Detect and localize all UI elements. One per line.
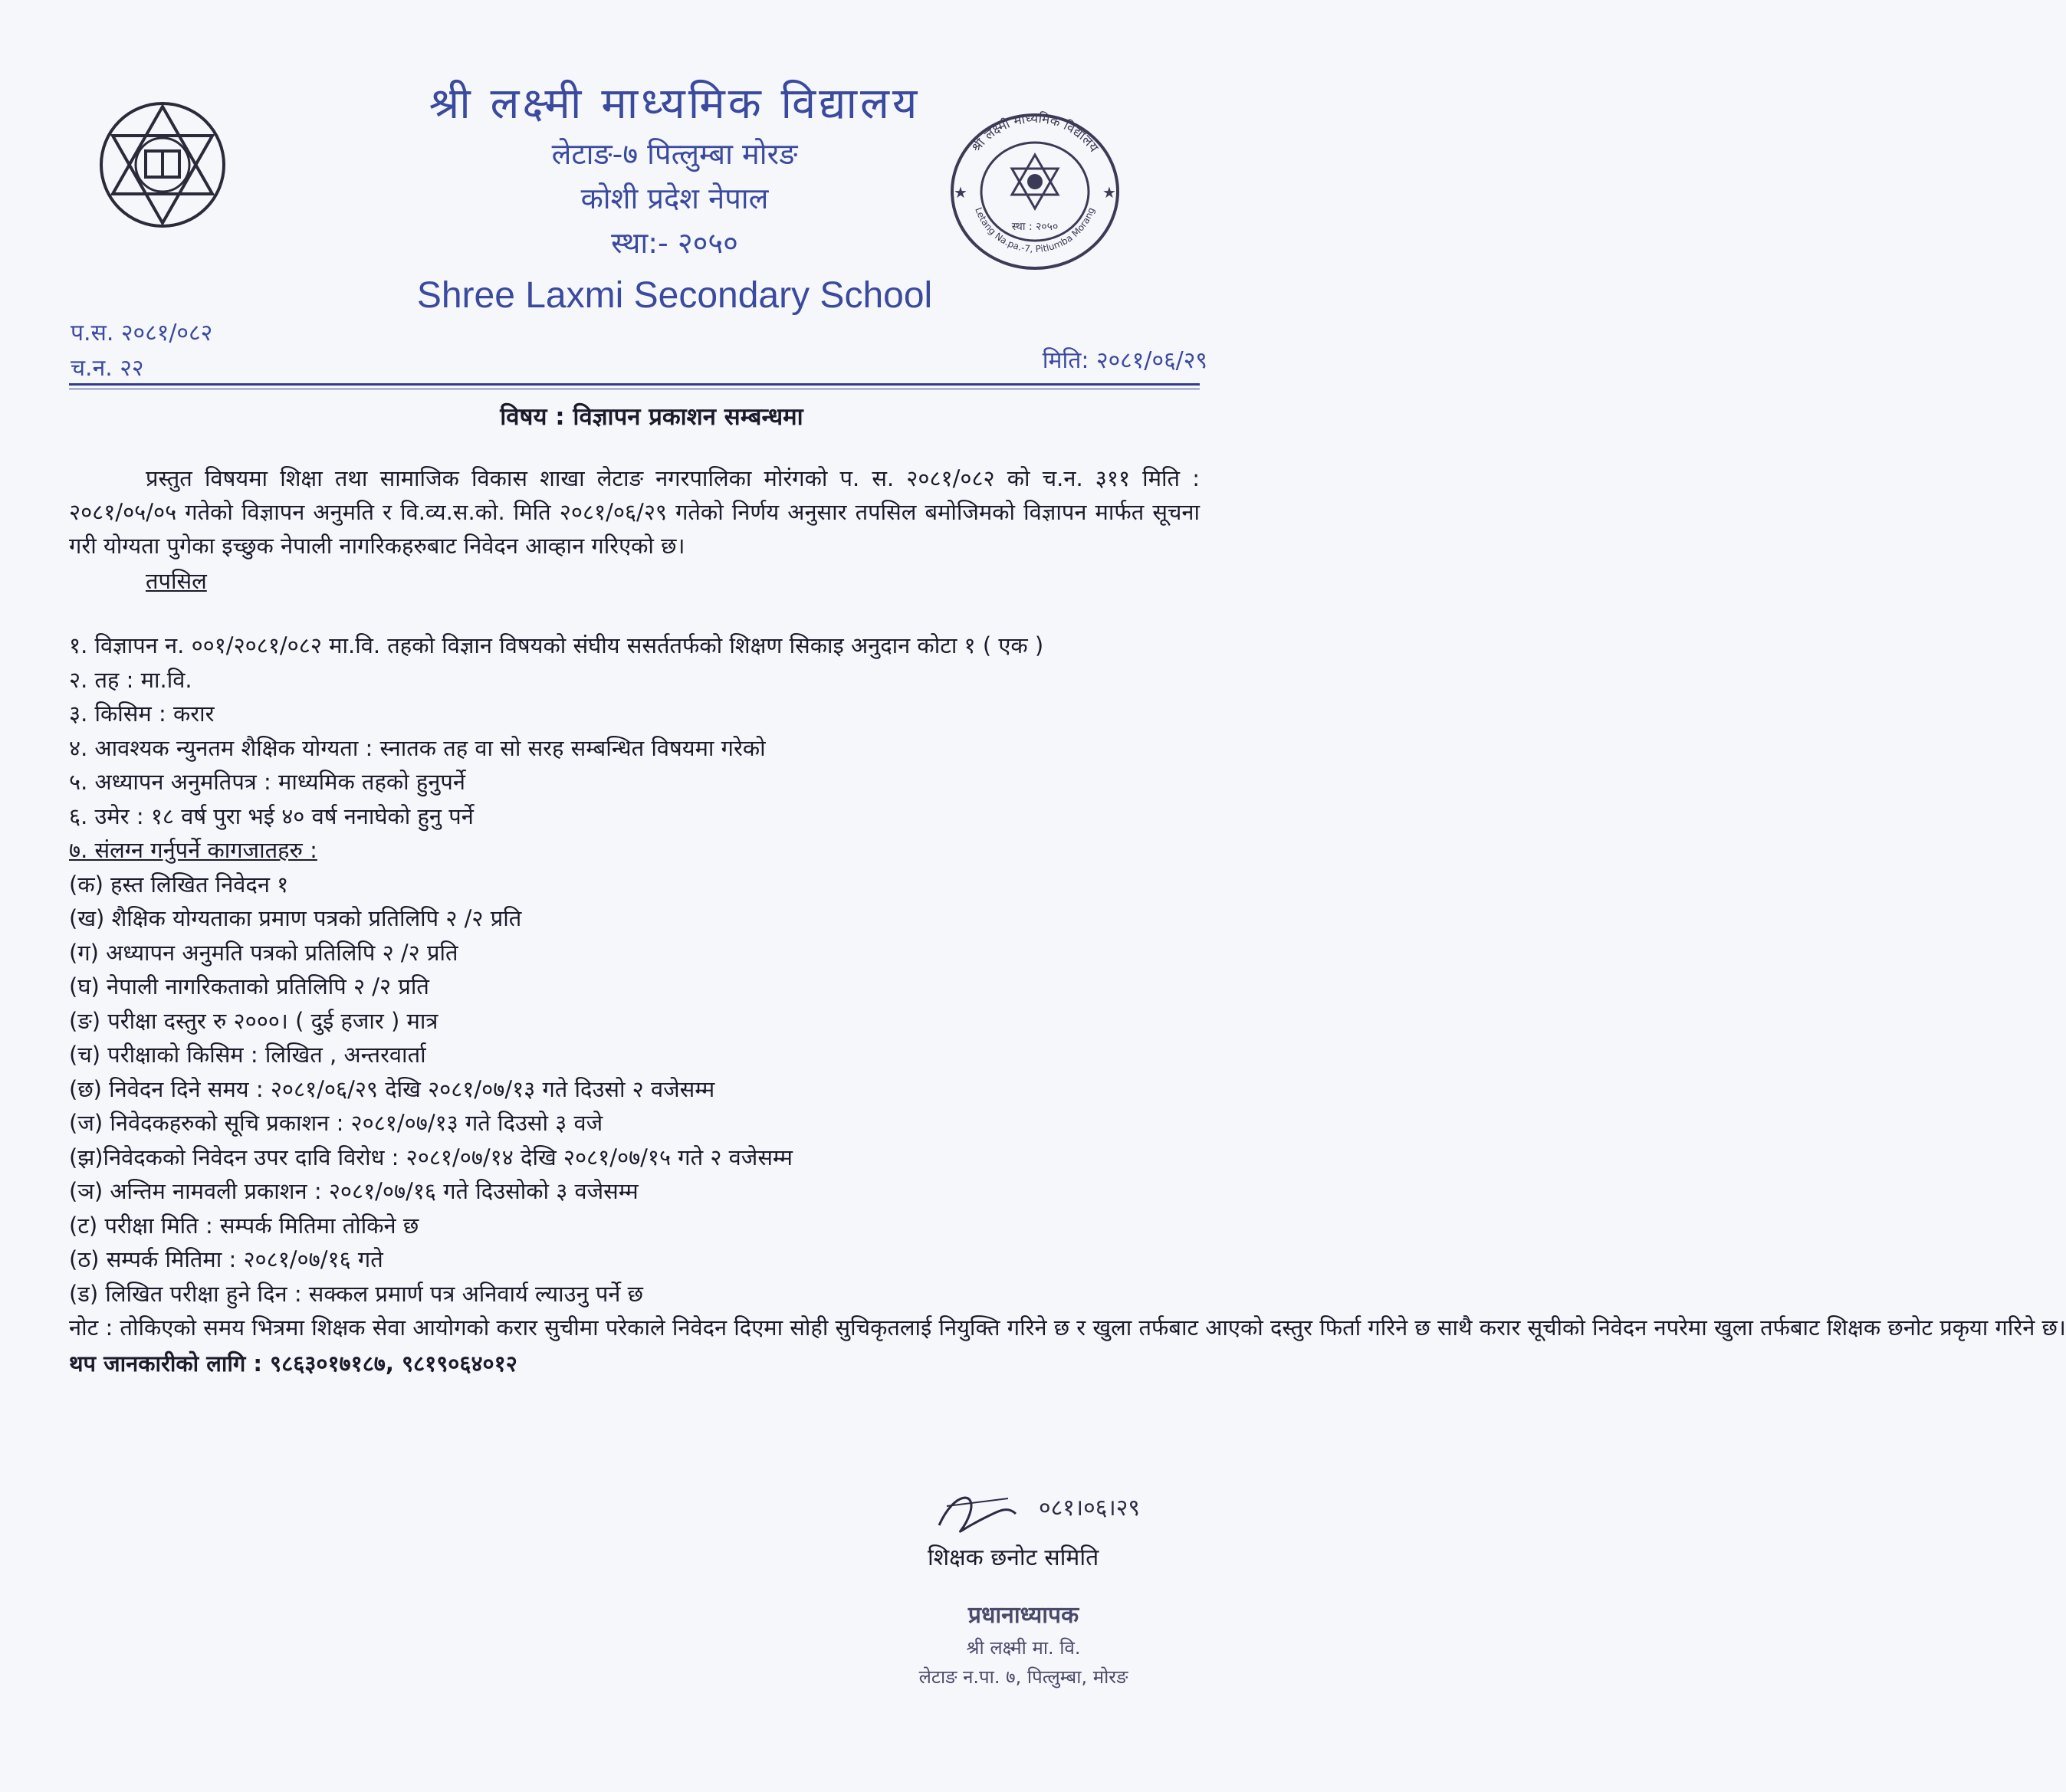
- list-item: (ग) अध्यापन अनुमति पत्रको प्रतिलिपि २ /२ प्रति: [69, 939, 458, 966]
- tapsil-heading: तपसिल: [146, 568, 207, 594]
- address-line-1: लेटाङ-७ पित्लुम्बा मोरङ: [551, 137, 798, 171]
- school-logo-icon: [96, 96, 230, 230]
- list-item: (ट) परीक्षा मिति : सम्पर्क मितिमा तोकिने छ: [69, 1212, 419, 1239]
- principal-school: श्री लक्ष्मी मा. वि.: [966, 1637, 1081, 1659]
- list-item: ४. आवश्यक न्युनतम शैक्षिक योग्यता : स्नातक तह वा सो सरह सम्बन्धित विषयमा गरेको: [69, 734, 766, 761]
- svg-text:★: ★: [954, 183, 967, 202]
- reference-numbers: [71, 316, 212, 386]
- list-item: ६. उमेर : १८ वर्ष पुरा भई ४० वर्ष ननाघेको हुनु पर्ने: [69, 802, 474, 829]
- list-item: ७. संलग्न गर्नुपर्ने कागजातहरु :: [69, 837, 317, 863]
- list-item: (च) परीक्षाको किसिम : लिखित , अन्तरवार्ता: [69, 1042, 426, 1068]
- list-item: ३. किसिम : करार: [69, 701, 215, 727]
- letter-date: मिति: २०८१/०६/२९: [1042, 347, 1207, 374]
- list-item: (क) हस्त लिखित निवेदन १: [69, 871, 289, 898]
- list-item: (घ) नेपाली नागरिकताको प्रतिलिपि २ /२ प्रति: [69, 973, 429, 999]
- notice-body: [69, 461, 2066, 1380]
- list-item: (ठ) सम्पर्क मितिमा : २०८१/०७/१६ गते: [69, 1246, 383, 1272]
- school-name-english: Shree Laxmi Secondary School: [416, 275, 933, 316]
- details-list: [69, 629, 2066, 1380]
- seal-text-bottom: Letang Na.pa.-7, Pitlumba Morang: [973, 205, 1097, 255]
- principal-title: प्रधानाध्यापक: [967, 1602, 1079, 1629]
- seal-text-top: श्री लक्ष्मी माध्यमिक विद्यालय: [968, 110, 1102, 156]
- svg-text:★: ★: [1102, 183, 1116, 202]
- list-item: (झ)निवेदकको निवेदन उपर दावि विरोध : २०८१/०७/१४ देखि २०८१/०७/१५ गते २ वजेसम्म: [69, 1144, 793, 1170]
- seal-estd: स्था : २०५०: [1011, 221, 1059, 233]
- header-divider: [69, 383, 1200, 386]
- intro-paragraph: प्रस्तुत विषयमा शिक्षा तथा सामाजिक विकास शाखा लेटाङ नगरपालिका मोरंगको प. स. २०८१/०८२ को च.न. ३११ मिति : २०८१/०५/०५ गतेको विज्ञापन अनुमति र वि.व्य.स.को. मिति २०८१/०६/२९ गतेको निर्णय अनुसार तपसिल बमोजिमको विज्ञापन मार्फत सूचना गरी योग्यता पुगेका इच्छुक नेपाली नागरिकहरुबाट निवेदन आव्हान गरिएको छ।: [69, 465, 1200, 559]
- established-year: स्था:- २०५०: [611, 226, 738, 260]
- school-name-nepali: श्री लक्ष्मी माध्यमिक विद्यालय: [429, 79, 921, 129]
- subject-line: विषय : विज्ञापन प्रकाशन सम्बन्धमा: [500, 403, 803, 431]
- list-item: (छ) निवेदन दिने समय : २०८१/०६/२९ देखि २०८१/०७/१३ गते दिउसो २ वजेसम्म: [69, 1075, 715, 1102]
- list-item: १. विज्ञापन न. ००१/२०८१/०८२ मा.वि. तहको विज्ञान विषयको संघीय ससर्ततर्फको शिक्षण सिकाइ अनुदान कोटा १ ( एक ): [69, 632, 1044, 658]
- list-item: (ञ) अन्तिम नामवली प्रकाशन : २०८१/०७/१६ गते दिउसोको ३ वजेसम्म: [69, 1178, 639, 1204]
- list-item: (ङ) परीक्षा दस्तुर रु २०००। ( दुई हजार ) मात्र: [69, 1007, 438, 1034]
- pa-sa-number: प.स. २०८१/०८२: [71, 320, 213, 346]
- principal-stamp: [882, 1598, 1165, 1692]
- contact-numbers: थप जानकारीको लागि : ९८६३०१७१८७, ९८१९०६४०१२: [69, 1350, 517, 1377]
- list-item: ५. अध्यापन अनुमतिपत्र : माध्यमिक तहको हुनुपर्ने: [69, 769, 465, 795]
- list-item: २. तह : मा.वि.: [69, 666, 192, 693]
- note-paragraph: नोट : तोकिएको समय भित्रमा शिक्षक सेवा आयोगको करार सुचीमा परेकाले निवेदन दिएमा सोही सुचिकृतलाई नियुक्ति गरिने छ र खुला तर्फबाट आएको दस्तुर फिर्ता गरिने छ साथै करार सूचीको निवेदन नपरेमा खुला तर्फबाट शिक्षक छनोट प्रकृया गरिने छ।: [69, 1314, 2066, 1341]
- list-item: (ख) शैक्षिक योग्यताका प्रमाण पत्रको प्रतिलिपि २ /२ प्रति: [69, 905, 522, 931]
- signature-date: ०८१।०६।२९: [1039, 1495, 1140, 1521]
- signature-icon: [924, 1483, 1154, 1544]
- signatory-role: शिक्षक छनोट समिति: [928, 1544, 1099, 1571]
- list-item: (ज) निवेदकहरुको सूचि प्रकाशन : २०८१/०७/१३ गते दिउसो ३ वजे: [69, 1110, 603, 1136]
- school-seal-icon: [943, 107, 1127, 276]
- svg-text:श्री लक्ष्मी माध्यमिक विद्यालय: [968, 110, 1102, 156]
- list-item: (ड) लिखित परीक्षा हुने दिन : सक्कल प्रमार्ण पत्र अनिवार्य ल्याउनु पर्ने छ: [69, 1280, 643, 1307]
- cha-na-number: च.न. २२: [71, 355, 144, 382]
- address-line-2: कोशी प्रदेश नेपाल: [580, 182, 769, 215]
- principal-address: लेटाङ न.पा. ७, पित्लुम्बा, मोरङ: [918, 1666, 1128, 1688]
